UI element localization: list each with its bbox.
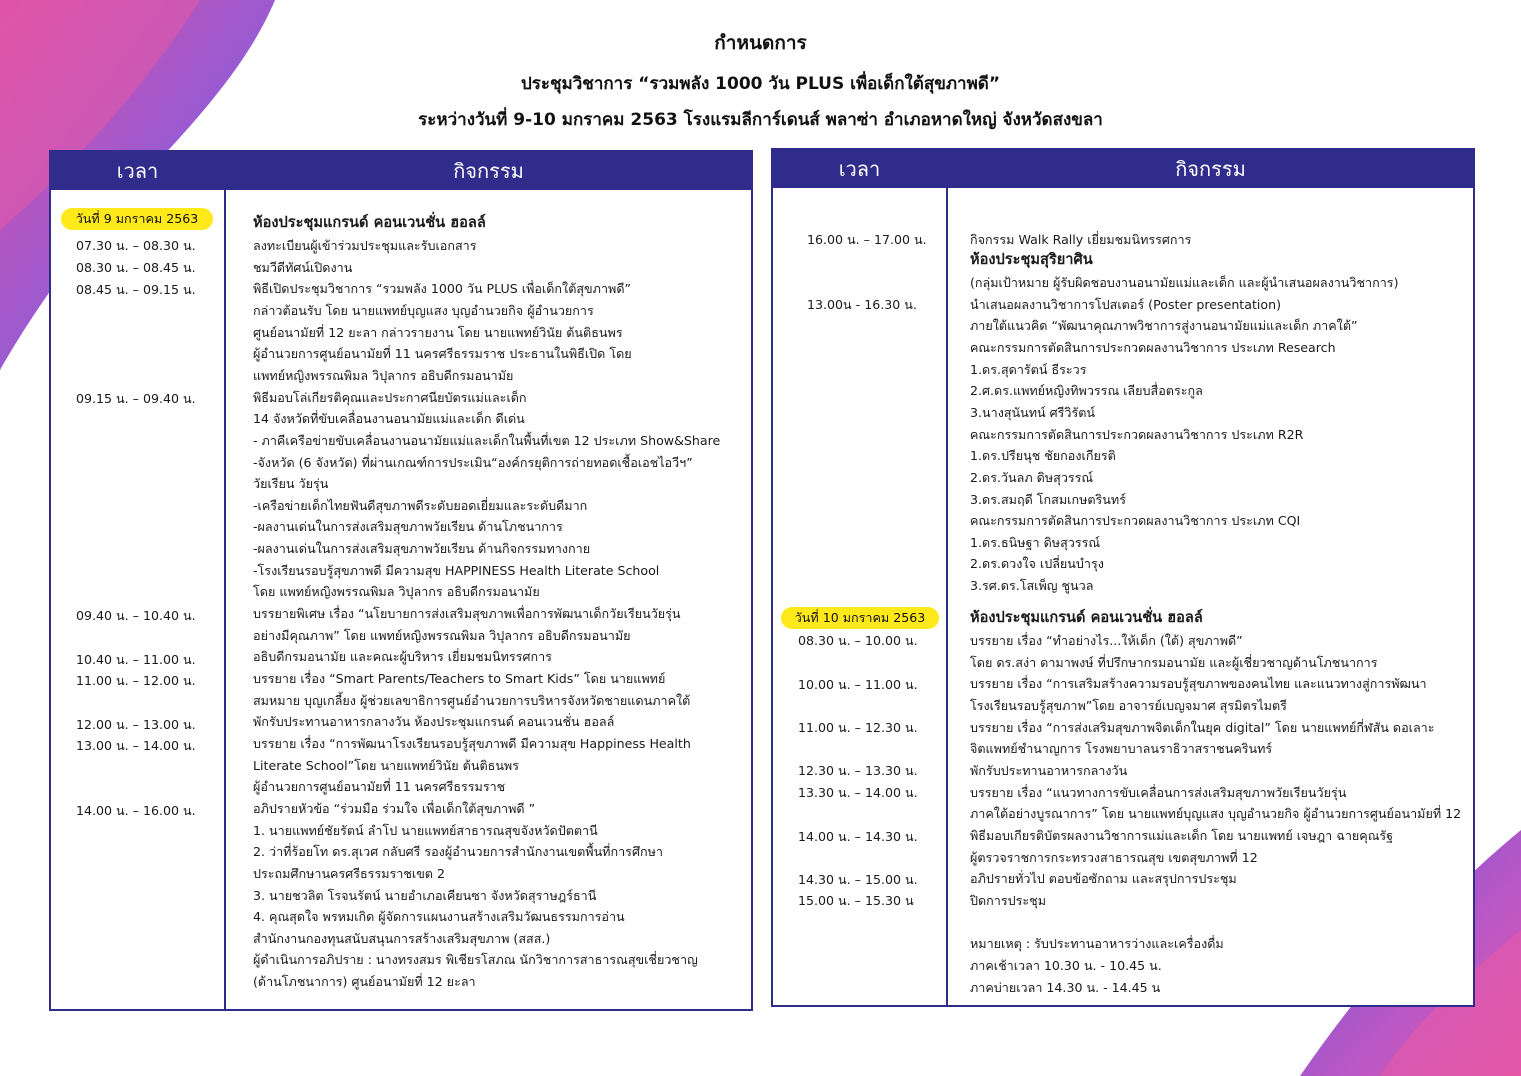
activity-line: บรรยายพิเศษ เรื่อง “นโยบายการส่งเสริมสุขภาพเพื่อการพัฒนาเด็กวัยเรียนวัยรุ่น — [253, 606, 681, 621]
room-name: ห้องประชุมแกรนด์ คอนเวนชั่น ฮอลล์ — [253, 214, 486, 231]
activity-line: 4. คุณสุดใจ พรหมเกิด ผู้จัดการแผนงานสร้างเสริมวัฒนธรรมการอ่าน — [253, 909, 625, 924]
note-line: หมายเหตุ : รับประทานอาหารว่างและเครื่องดื่ม — [970, 936, 1224, 951]
activity-line: อภิปรายทั่วไป ตอบข้อซักถาม และสรุปการประชุม — [970, 871, 1237, 886]
column-divider — [946, 188, 948, 1005]
time-slot: 08.30 น. – 08.45 น. — [76, 260, 196, 275]
activity-line: นำเสนอผลงานวิชาการโปสเตอร์ (Poster presentation) — [970, 297, 1282, 312]
table-header — [773, 150, 1473, 188]
time-slot: 08.30 น. – 10.00 น. — [798, 633, 918, 648]
activity-line: 1.ดร.ธนิษฐา ดิษสุวรรณ์ — [970, 535, 1101, 550]
activity-line: ภาคใต้อย่างบูรณาการ” โดย นายแพทย์บุญแสง บุญอำนวยกิจ ผู้อำนวยการศูนย์อนามัยที่ 12 — [970, 806, 1462, 821]
activity-line: จิตแพทย์ชำนาญการ โรงพยาบาลนราธิวาสราชนครินทร์ — [970, 741, 1273, 756]
activity-line: อภิปรายหัวข้อ “ร่วมมือ ร่วมใจ เพื่อเด็กใต้สุขภาพดี ” — [253, 801, 536, 816]
activity-line: -เครือข่ายเด็กไทยฟันดีสุขภาพดีระดับยอดเยี่ยมและระดับดีมาก — [253, 498, 588, 513]
activity-line: ชมวีดีทัศน์เปิดงาน — [253, 260, 353, 275]
page-title: กำหนดการ — [714, 32, 807, 54]
schedule-table-day2 — [771, 148, 1475, 1007]
day-badge-2: วันที่ 10 มกราคม 2563 — [781, 607, 939, 629]
time-slot: 13.00น - 16.30 น. — [807, 297, 917, 312]
time-slot: 14.00 น. – 16.00 น. — [76, 803, 196, 818]
activity-line: 1.ดร.ปรียนุช ชัยกองเกียรติ — [970, 448, 1116, 463]
time-slot: 15.00 น. – 15.30 น — [798, 893, 914, 908]
activity-line: วัยเรียน วัยรุ่น — [253, 476, 329, 491]
activity-line: -ผลงานเด่นในการส่งเสริมสุขภาพวัยเรียน ด้านกิจกรรมทางกาย — [253, 541, 591, 556]
activity-line: บรรยาย เรื่อง “การพัฒนาโรงเรียนรอบรู้สุขภาพดี มีความสุข Happiness Health — [253, 736, 691, 751]
activity-line: ลงทะเบียนผู้เข้าร่วมประชุมและรับเอกสาร — [253, 238, 477, 253]
activity-line: ผู้อำนวยการศูนย์อนามัยที่ 11 นครศรีธรรมราช ประธานในพิธีเปิด โดย — [253, 346, 632, 361]
time-slot: 13.30 น. – 14.00 น. — [798, 785, 918, 800]
activity-line: บรรยาย เรื่อง “แนวทางการขับเคลื่อนการส่งเสริมสุขภาพวัยเรียนวัยรุ่น — [970, 785, 1347, 800]
activity-line: บรรยาย เรื่อง “การเสริมสร้างความรอบรู้สุขภาพของคนไทย และแนวทางสู่การพัฒนา — [970, 676, 1427, 691]
activity-line: ผู้ตรวจราชการกระทรวงสาธารณสุข เขตสุขภาพที่ 12 — [970, 850, 1258, 865]
activity-line: ปิดการประชุม — [970, 893, 1047, 908]
activity-line: สมหมาย บุญเกลี้ยง ผู้ช่วยเลขาธิการศูนย์อำนวยการบริหารจังหวัดชายแดนภาคใต้ — [253, 693, 691, 708]
activity-line: ผู้ดำเนินการอภิปราย : นางทรงสมร พิเชียรโสภณ นักวิชาการสาธารณสุขเชี่ยวชาญ — [253, 952, 698, 967]
day-badge-1: วันที่ 9 มกราคม 2563 — [61, 208, 213, 230]
activity-line: โรงเรียนรอบรู้สุขภาพ”โดย อาจารย์เบญจมาศ สุรมิตรไมตรี — [970, 698, 1287, 713]
time-slot: 08.45 น. – 09.15 น. — [76, 282, 196, 297]
activity-line: ศูนย์อนามัยที่ 12 ยะลา กล่าวรายงาน โดย นายแพทย์วินัย ต้นติธนพร — [253, 325, 623, 340]
time-slot: 11.00 น. – 12.30 น. — [798, 720, 918, 735]
activity-line: 1.ดร.สุดารัตน์ ธีระวร — [970, 362, 1087, 377]
time-slot: 11.00 น. – 12.00 น. — [76, 673, 196, 688]
activity-line: 3. นายชวลิต โรจนรัตน์ นายอำเภอเคียนซา จังหวัดสุราษฎร์ธานี — [253, 888, 597, 903]
activity-line: ภายใต้แนวคิด “พัฒนาคุณภาพวิชาการสู่งานอนามัยแม่และเด็ก ภาคใต้” — [970, 318, 1358, 333]
room-name-suriyasin: ห้องประชุมสุริยาศิน — [970, 251, 1093, 268]
note-line: ภาคเช้าเวลา 10.30 น. - 10.45 น. — [970, 958, 1162, 973]
time-slot: 14.30 น. – 15.00 น. — [798, 872, 918, 887]
time-slot: 12.30 น. – 13.30 น. — [798, 763, 918, 778]
activity-line: พิธีมอบเกียรติบัตรผลงานวิชาการแม่และเด็ก โดย นายแพทย์ เจษฎา ฉายคุณรัฐ — [970, 828, 1394, 843]
col-header-time: เวลา — [116, 159, 159, 183]
activity-line: บรรยาย เรื่อง “Smart Parents/Teachers to Smart Kids” โดย นายแพทย์ — [253, 671, 666, 686]
activity-line: -ผลงานเด่นในการส่งเสริมสุขภาพวัยเรียน ด้านโภชนาการ — [253, 519, 563, 534]
activity-line: อธิบดีกรมอนามัย และคณะผู้บริหาร เยี่ยมชมนิทรรศการ — [253, 649, 552, 664]
time-slot: 09.15 น. – 09.40 น. — [76, 391, 196, 406]
activity-line: 2.ดร.ดวงใจ เปลี่ยนบำรุง — [970, 556, 1104, 571]
activity-line: แพทย์หญิงพรรณพิมล วิปุลากร อธิบดีกรมอนามัย — [253, 368, 514, 383]
activity-line: 3.รศ.ดร.โสเพ็ญ ชูนวล — [970, 578, 1094, 593]
activity-line: Literate School”โดย นายแพทย์วินัย ต้นติธนพร — [253, 758, 519, 773]
activity-line: โดย แพทย์หญิงพรรณพิมล วิปุลากร อธิบดีกรมอนามัย — [253, 584, 540, 599]
activity-line: -โรงเรียนรอบรู้สุขภาพดี มีความสุข HAPPINESS Health Literate School — [253, 563, 660, 578]
time-slot: 09.40 น. – 10.40 น. — [76, 608, 196, 623]
time-slot: 12.00 น. – 13.00 น. — [76, 717, 196, 732]
time-slot: 10.40 น. – 11.00 น. — [76, 652, 196, 667]
activity-line: 14 จังหวัดที่ขับเคลื่อนงานอนามัยแม่และเด็ก ดีเด่น — [253, 411, 525, 426]
activity-line: 2.ดร.วันลภ ดิษสุวรรณ์ — [970, 470, 1094, 485]
activity-line: อย่างมีคุณภาพ” โดย แพทย์หญิงพรรณพิมล วิปุลากร อธิบดีกรมอนามัย — [253, 628, 631, 643]
column-divider — [224, 190, 226, 1009]
table-header — [51, 152, 751, 190]
activity-line: สำนักงานกองทุนสนับสนุนการสร้างเสริมสุขภาพ (สสส.) — [253, 931, 551, 946]
conference-date-venue: ระหว่างวันที่ 9-10 มกราคม 2563 โรงแรมลีการ์เดนส์ พลาซ่า อำเภอหาดใหญ่ จังหวัดสงขลา — [418, 110, 1103, 130]
activity-line: คณะกรรมการตัดสินการประกวดผลงานวิชาการ ประเภท CQI — [970, 513, 1301, 528]
activity-line: กล่าวต้อนรับ โดย นายแพทย์บุญแสง บุญอำนวยกิจ ผู้อำนวยการ — [253, 303, 594, 318]
col-header-activity: กิจกรรม — [1175, 157, 1246, 181]
activity-line: คณะกรรมการตัดสินการประกวดผลงานวิชาการ ประเภท Research — [970, 340, 1336, 355]
note-line: ภาคบ่ายเวลา 14.30 น. - 14.45 น — [970, 980, 1161, 995]
time-slot: 13.00 น. – 14.00 น. — [76, 738, 196, 753]
room-name-grand: ห้องประชุมแกรนด์ คอนเวนชั่น ฮอลล์ — [970, 609, 1203, 626]
activity-line: (กลุ่มเป้าหมาย ผู้รับผิดชอบงานอนามัยแม่และเด็ก และผู้นำเสนอผลงานวิชาการ) — [970, 275, 1399, 290]
activity-line: พิธีเปิดประชุมวิชาการ “รวมพลัง 1000 วัน PLUS เพื่อเด็กใต้สุขภาพดี” — [253, 281, 632, 296]
conference-title: ประชุมวิชาการ “รวมพลัง 1000 วัน PLUS เพื่อเด็กใต้สุขภาพดี” — [520, 74, 1001, 94]
activity-line: บรรยาย เรื่อง “การส่งเสริมสุขภาพจิตเด็กในยุค digital” โดย นายแพทย์กี่ฬสัน ดอเลาะ — [970, 720, 1435, 735]
activity-line: 3.ดร.สมฤดี โกสมเกษตรินทร์ — [970, 492, 1126, 507]
col-header-time: เวลา — [838, 157, 881, 181]
activity-line: กิจกรรม Walk Rally เยี่ยมชมนิทรรศการ — [970, 232, 1192, 247]
col-header-activity: กิจกรรม — [453, 159, 524, 183]
time-slot: 14.00 น. – 14.30 น. — [798, 829, 918, 844]
activity-line: -จังหวัด (6 จังหวัด) ที่ผ่านเกณฑ์การประเมิน“องค์กรยุติการถ่ายทอดเชื้อเอชไอวีฯ” — [253, 455, 693, 470]
activity-line: ประถมศึกษานครศรีธรรมราชเขต 2 — [253, 866, 446, 881]
activity-line: พักรับประทานอาหารกลางวัน — [970, 763, 1128, 778]
time-slot: 16.00 น. – 17.00 น. — [807, 232, 927, 247]
activity-line: พิธีมอบโล่เกียรติคุณและประกาศนียบัตรแม่และเด็ก — [253, 390, 527, 405]
activity-line: โดย ดร.สง่า ดามาพงษ์ ที่ปรึกษากรมอนามัย และผู้เชี่ยวชาญด้านโภชนาการ — [970, 655, 1378, 670]
activity-line: บรรยาย เรื่อง “ทำอย่างไร...ให้เด็ก (ใต้) สุขภาพดี” — [970, 633, 1243, 648]
activity-line: (ด้านโภชนาการ) ศูนย์อนามัยที่ 12 ยะลา — [253, 974, 476, 989]
activity-line: คณะกรรมการตัดสินการประกวดผลงานวิชาการ ประเภท R2R — [970, 427, 1304, 442]
activity-line: 1. นายแพทย์ชัยรัตน์ ลำโป นายแพทย์สาธารณสุขจังหวัดปัตตานี — [253, 823, 598, 838]
time-slot: 07.30 น. – 08.30 น. — [76, 238, 196, 253]
activity-line: ผู้อำนวยการศูนย์อนามัยที่ 11 นครศรีธรรมราช — [253, 779, 506, 794]
activity-line: 2.ศ.ดร.แพทย์หญิงทิพวรรณ เลียบสื่อตระกูล — [970, 383, 1203, 398]
activity-line: พักรับประทานอาหารกลางวัน ห้องประชุมแกรนด์ คอนเวนชั่น ฮอลล์ — [253, 714, 615, 729]
schedule-table-day1 — [49, 150, 753, 1011]
activity-line: 3.นางสุนันทน์ ศรีวิรัตน์ — [970, 405, 1096, 420]
time-slot: 10.00 น. – 11.00 น. — [798, 677, 918, 692]
activity-line: - ภาคีเครือข่ายขับเคลื่อนงานอนามัยแม่และเด็กในพื้นที่เขต 12 ประเภท Show&Share — [253, 433, 721, 448]
activity-line: 2. ว่าที่ร้อยโท ดร.สุเวศ กลับศรี รองผู้อำนวยการสำนักงานเขตพื้นที่การศึกษา — [253, 844, 663, 859]
